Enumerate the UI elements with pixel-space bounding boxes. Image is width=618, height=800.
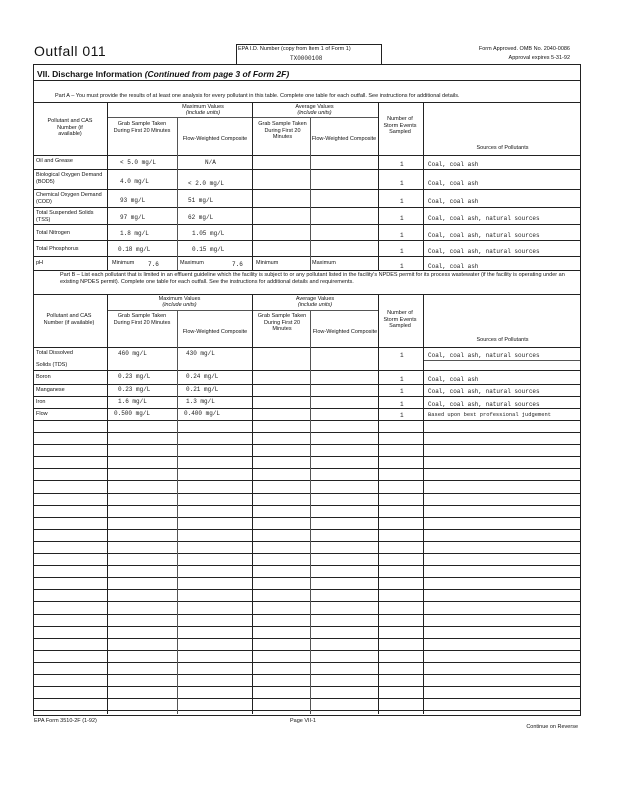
part-a-max-header: Maximum Values	[182, 104, 224, 110]
blank-row-rule	[33, 662, 580, 663]
max-flow-value: < 2.0 mg/L	[188, 180, 225, 187]
outfall-label: Outfall 011	[34, 43, 107, 59]
part-b-max-flow-header: Flow-Weighted Composite	[182, 329, 248, 335]
events-value: 1	[400, 376, 404, 383]
part-a-sources-header: Sources of Pollutants	[476, 145, 529, 151]
blank-row-rule	[33, 553, 580, 554]
blank-row-rule	[33, 601, 580, 602]
pollutant-name: Oil and Grease	[36, 158, 73, 164]
blank-row-rule	[33, 698, 580, 699]
sources-value: Coal, coal ash	[428, 198, 479, 205]
blank-row-rule	[33, 529, 580, 530]
part-b-avg-flow-header: Flow-Weighted Composite	[312, 329, 378, 335]
ph-max-label: Maximum	[180, 260, 204, 266]
events-value: 1	[400, 263, 404, 270]
part-b-events-header: Number of Storm Events Sampled	[383, 310, 417, 329]
ph-max2-label: Maximum	[312, 260, 336, 266]
events-value: 1	[400, 198, 404, 205]
blank-row-rule	[33, 589, 580, 590]
pollutant-name: Flow	[36, 411, 48, 417]
blank-row-rule	[33, 626, 580, 627]
max-flow-value: 62 mg/L	[188, 214, 214, 221]
blank-row-rule	[33, 650, 580, 651]
max-flow-value: 51 mg/L	[188, 197, 214, 204]
max-flow-value: 0.21 mg/L	[186, 386, 219, 393]
footer-continued: Continue on Reverse	[526, 724, 578, 730]
blank-row-rule	[33, 444, 580, 445]
section-title	[37, 69, 289, 79]
blank-row-rule	[33, 710, 580, 711]
blank-row-rule	[33, 614, 580, 615]
sources-value: Coal, coal ash	[428, 263, 479, 270]
max-flow-value: 1.3 mg/L	[186, 398, 215, 405]
max-grab-value: 0.500 mg/L	[114, 410, 151, 417]
part-a-avg-header: Average Values	[295, 104, 334, 110]
sources-value: Coal, coal ash, natural sources	[428, 352, 540, 359]
max-grab-value: 4.0 mg/L	[120, 178, 149, 185]
ph-min-value: 7.6	[148, 261, 159, 268]
pollutant-name: Biological Oxygen Demand (BOD5)	[36, 172, 103, 185]
blank-row-rule	[33, 480, 580, 481]
pollutant-name: Solids (TDS)	[36, 362, 68, 368]
blank-row-rule	[33, 517, 580, 518]
max-grab-value: 97 mg/L	[120, 214, 146, 221]
approval-expires: Approval expires 5-31-92	[508, 55, 570, 61]
pollutant-name: Total Phosphorus	[36, 246, 79, 252]
blank-row-rule	[33, 468, 580, 469]
form-approved: Form Approved. OMB No. 2040-0086	[478, 46, 570, 52]
max-grab-value: 0.23 mg/L	[118, 386, 151, 393]
ph-min-label: Minimum	[112, 260, 135, 266]
max-grab-value: 460 mg/L	[118, 350, 147, 357]
blank-row-rule	[33, 505, 580, 506]
part-a-events-header: Number of Storm Events Sampled	[383, 116, 417, 135]
max-grab-value: < 5.0 mg/L	[120, 159, 157, 166]
ph-max-value: 7.6	[232, 261, 243, 268]
max-flow-value: 1.05 mg/L	[192, 230, 225, 237]
pollutant-name: pH	[36, 260, 44, 266]
pollutant-name: Boron	[36, 374, 51, 380]
section-title-plain: VII. Discharge Information	[37, 69, 145, 79]
part-b-sources-header: Sources of Pollutants	[476, 337, 529, 343]
events-value: 1	[400, 248, 404, 255]
part-a-avg-grab-header: Grab Sample Taken During First 20 Minutes	[258, 121, 307, 140]
epa-id-value: TX0000108	[290, 55, 323, 62]
section-title-italic: (Continued from page 3 of Form 2F)	[144, 69, 290, 79]
blank-row-rule	[33, 541, 580, 542]
sources-value: Coal, coal ash, natural sources	[428, 248, 540, 255]
part-b-avg-units: (include units)	[297, 302, 333, 308]
part-b-max-header: Maximum Values	[158, 296, 201, 302]
events-value: 1	[400, 401, 404, 408]
pollutant-name: Iron	[36, 399, 46, 405]
blank-row-rule	[33, 638, 580, 639]
pollutant-name: Total Dissolved	[36, 350, 73, 356]
part-a-max-flow-header: Flow-Weighted Composite	[182, 136, 248, 142]
pollutant-name: Manganese	[36, 387, 65, 393]
sources-value: Coal, coal ash, natural sources	[428, 401, 540, 408]
blank-row-rule	[33, 493, 580, 494]
sources-value: Coal, coal ash	[428, 376, 479, 383]
blank-row-rule	[33, 565, 580, 566]
pollutant-name: Total Suspended Solids (TSS)	[36, 210, 94, 223]
footer-page: Page VII-1	[290, 718, 316, 724]
blank-row-rule	[33, 456, 580, 457]
sources-value: Coal, coal ash	[428, 180, 479, 187]
part-a-avg-units: (include units)	[297, 110, 332, 116]
blank-row-rule	[33, 686, 580, 687]
part-a-avg-flow-header: Flow-Weighted Composite	[311, 136, 377, 142]
part-b-max-grab-header: Grab Sample Taken During First 20 Minutes	[113, 313, 171, 326]
footer-form-id: EPA Form 3510-2F (1-92)	[34, 718, 97, 724]
events-value: 1	[400, 161, 404, 168]
sources-value: Coal, coal ash, natural sources	[428, 215, 540, 222]
blank-row-rule	[33, 432, 580, 433]
events-value: 1	[400, 180, 404, 187]
part-b-avg-header: Average Values	[295, 296, 335, 302]
max-grab-value: 0.23 mg/L	[118, 373, 151, 380]
max-flow-value: 430 mg/L	[186, 350, 215, 357]
max-flow-value: 0.400 mg/L	[184, 410, 221, 417]
blank-row-rule	[33, 577, 580, 578]
events-value: 1	[400, 215, 404, 222]
part-a-max-units: (include units)	[185, 110, 221, 116]
events-value: 1	[400, 388, 404, 395]
pollutant-name: Total Nitrogen	[36, 230, 70, 236]
part-b-avg-grab-header: Grab Sample Taken During First 20 Minutes	[257, 313, 307, 332]
events-value: 1	[400, 232, 404, 239]
max-grab-value: 1.8 mg/L	[120, 230, 149, 237]
max-grab-value: 1.6 mg/L	[118, 398, 147, 405]
sources-value: Coal, coal ash, natural sources	[428, 388, 540, 395]
max-grab-value: 93 mg/L	[120, 197, 146, 204]
sources-value: Based upon best professional judgement	[428, 412, 551, 418]
events-value: 1	[400, 412, 404, 419]
pollutant-name: Chemical Oxygen Demand (COD)	[36, 192, 102, 205]
max-flow-value: 0.24 mg/L	[186, 373, 219, 380]
max-grab-value: 0.18 mg/L	[118, 246, 151, 253]
part-a-instruction: Part A – You must provide the results of at least one analysis for every pollutant in this table. Complete one table for each outfall. See instructions for additional details.	[55, 93, 460, 99]
blank-row-rule	[33, 674, 580, 675]
part-a-pollutant-header: Pollutant and CAS Number (if available)	[47, 118, 93, 137]
events-value: 1	[400, 352, 404, 359]
part-b-pollutant-header: Pollutant and CAS Number (if available)	[43, 313, 95, 326]
ph-min2-label: Minimum	[256, 260, 279, 266]
sources-value: Coal, coal ash, natural sources	[428, 232, 540, 239]
part-b-instruction: Part B – List each pollutant that is limited in an effluent guideline which the facility is subject to or any pollutant listed in the facility's NPDES permit for its process wastewater (if the facility is operating under an existing NPDES permit). Complete one table for each outfall. See the instructions for additional details and requirements.	[60, 272, 565, 285]
epa-id-label: EPA I.D. Number (copy from Item 1 of Form 1)	[238, 46, 351, 52]
sources-value: Coal, coal ash	[428, 161, 479, 168]
part-b-max-units: (include units)	[162, 302, 197, 308]
max-flow-value: N/A	[205, 159, 216, 166]
max-flow-value: 0.15 mg/L	[192, 246, 225, 253]
part-a-max-grab-header: Grab Sample Taken During First 20 Minutes	[113, 121, 171, 134]
